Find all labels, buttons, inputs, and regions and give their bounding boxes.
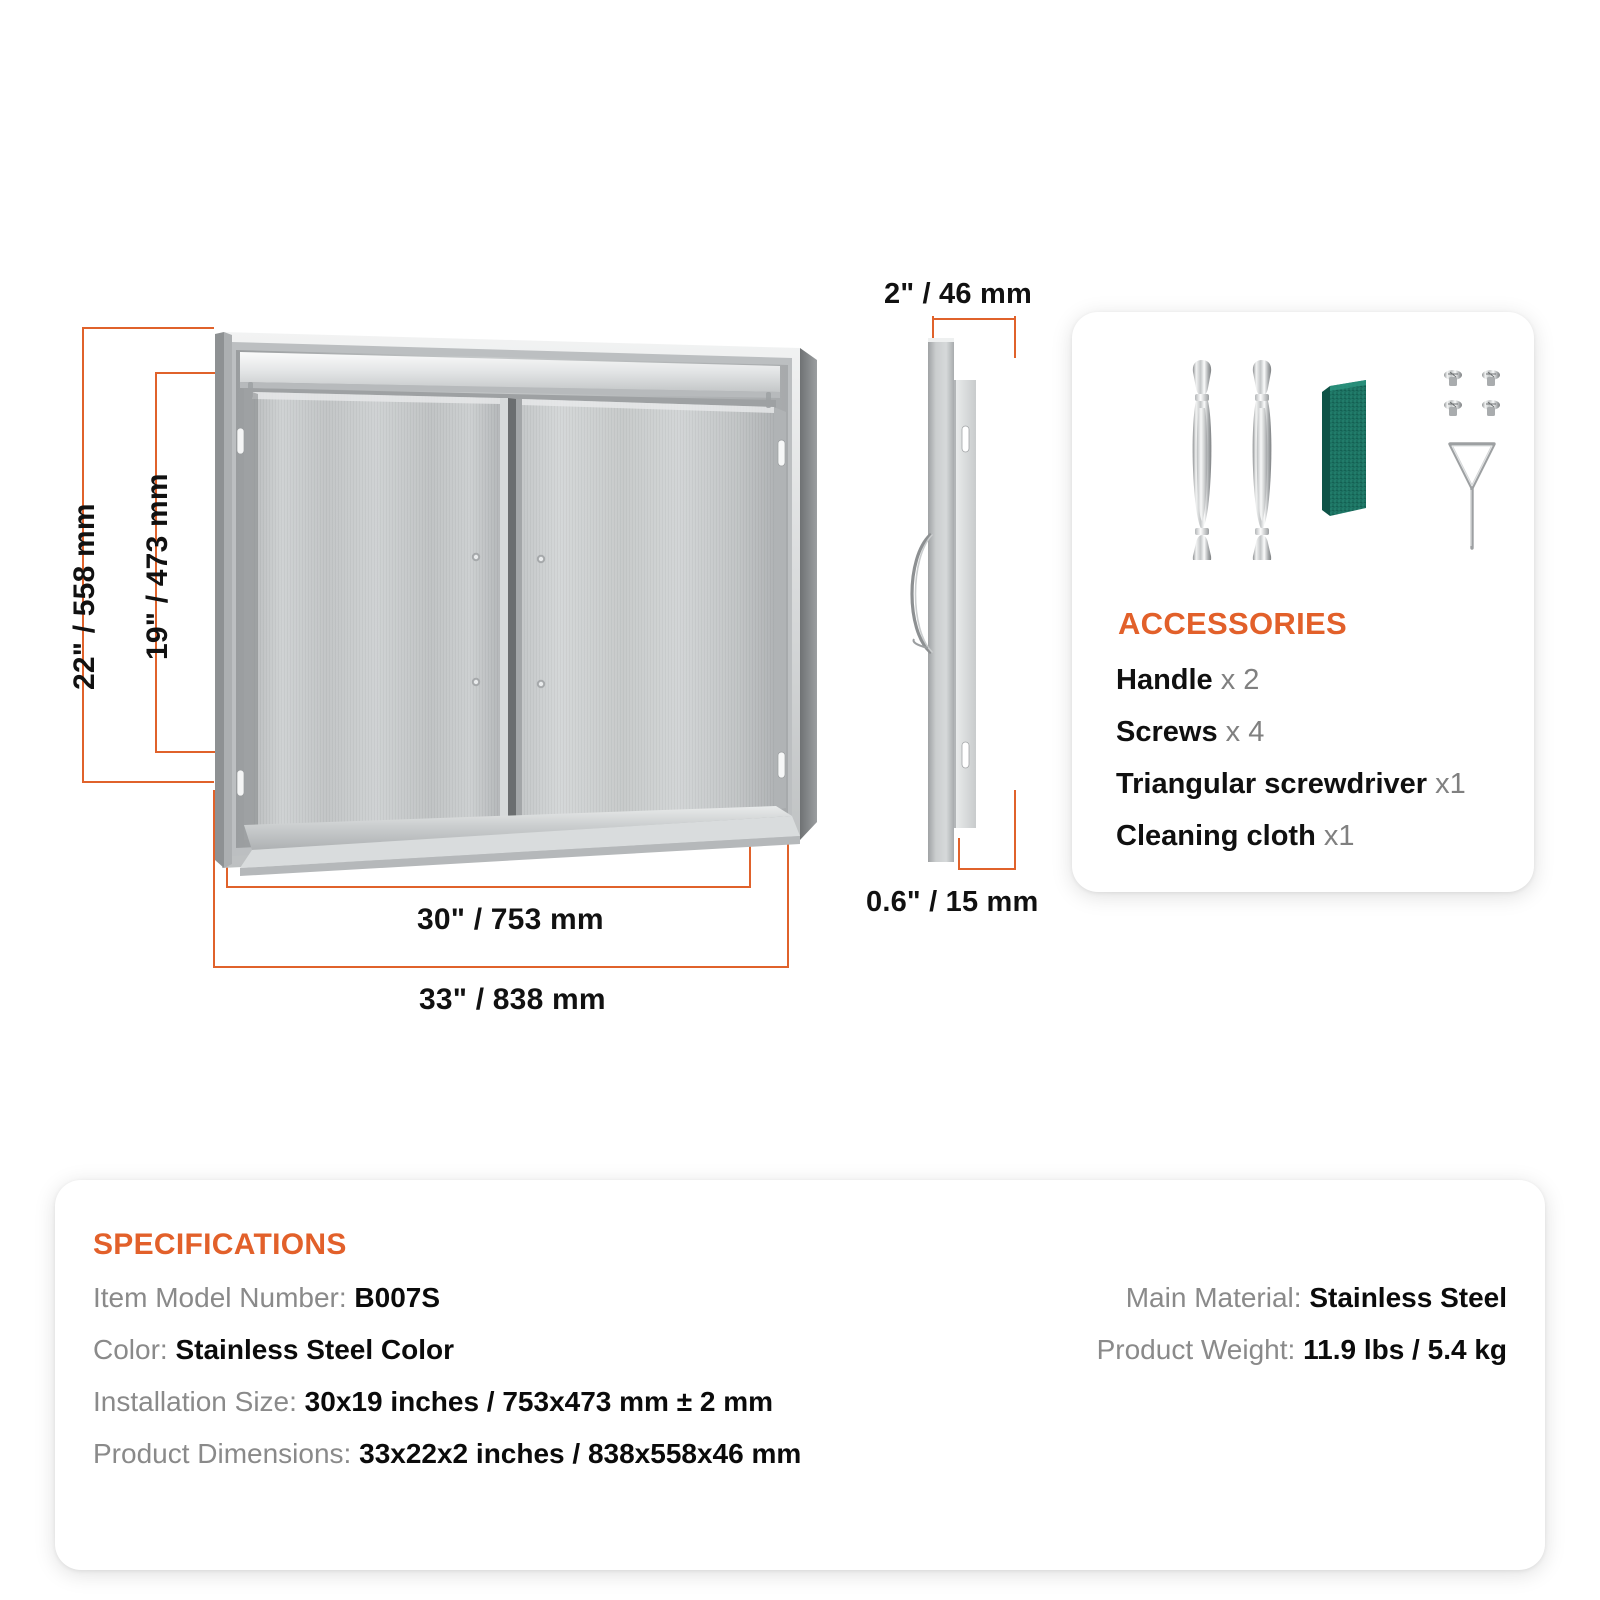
accessory-qty: x1: [1435, 768, 1466, 800]
spec-value: Stainless Steel Color: [175, 1334, 455, 1365]
dim-cap-outer-height-top: [82, 327, 214, 329]
accessories-illustration: [1072, 350, 1534, 560]
dim-label-inner-width: 30" / 753 mm: [417, 903, 604, 936]
accessory-qty: x 4: [1225, 716, 1265, 748]
accessory-item-screws: [1116, 716, 1264, 749]
spec-row-item-model-number: [93, 1282, 440, 1314]
spec-row-color: [93, 1334, 454, 1366]
accessory-name: Triangular screwdriver: [1116, 768, 1428, 800]
accessory-item-triangular-screwdriver: [1116, 768, 1466, 801]
dim-label-outer-width: 33" / 838 mm: [419, 983, 606, 1016]
dim-label-outer-height: 22" / 558 mm: [68, 503, 101, 690]
accessory-qty: x1: [1323, 820, 1355, 852]
spec-key: Installation Size:: [93, 1386, 297, 1417]
spec-key: Color:: [93, 1334, 168, 1365]
spec-key: Product Weight:: [1096, 1334, 1296, 1365]
spec-row-installation-size: [93, 1386, 773, 1418]
spec-value: Stainless Steel: [1309, 1282, 1507, 1313]
spec-row-main-material: [1126, 1282, 1507, 1314]
spec-value: B007S: [354, 1282, 441, 1313]
accessories-card: [1072, 312, 1534, 892]
accessory-qty: x 2: [1220, 664, 1260, 696]
product-door-illustration: [200, 320, 830, 890]
accessory-item-handle: [1116, 664, 1259, 697]
dim-cap-outer-height-bottom: [82, 781, 214, 783]
accessory-item-cleaning-cloth: [1116, 820, 1355, 853]
spec-value: 33x22x2 inches / 838x558x46 mm: [359, 1438, 802, 1469]
spec-value: 11.9 lbs / 5.4 kg: [1303, 1334, 1507, 1365]
dim-label-depth-flange: 0.6" / 15 mm: [866, 886, 1039, 918]
spec-key: Product Dimensions:: [93, 1438, 352, 1469]
specifications-title: SPECIFICATIONS: [93, 1228, 347, 1261]
spec-key: Main Material:: [1125, 1282, 1302, 1313]
spec-row-product-weight: [1097, 1334, 1507, 1366]
spec-row-product-dimensions: [93, 1438, 801, 1470]
specifications-card: [55, 1180, 1545, 1570]
dim-label-inner-height: 19" / 473 mm: [141, 473, 174, 660]
dim-line-depth-total: [932, 318, 1016, 320]
dim-cap-depth-flange-left: [958, 838, 960, 870]
dim-cap-depth-flange-right: [1014, 790, 1016, 870]
accessory-name: Cleaning cloth: [1116, 820, 1316, 852]
accessory-name: Screws: [1116, 716, 1218, 748]
spec-key: Item Model Number:: [93, 1282, 347, 1313]
accessories-title: ACCESSORIES: [1118, 606, 1347, 641]
dim-line-depth-flange: [958, 868, 1016, 870]
accessory-name: Handle: [1116, 664, 1213, 696]
product-side-view-illustration: [900, 330, 1030, 870]
dim-label-depth-total: 2" / 46 mm: [884, 278, 1032, 310]
spec-value: 30x19 inches / 753x473 mm ± 2 mm: [304, 1386, 774, 1417]
dim-line-outer-width: [213, 966, 789, 968]
